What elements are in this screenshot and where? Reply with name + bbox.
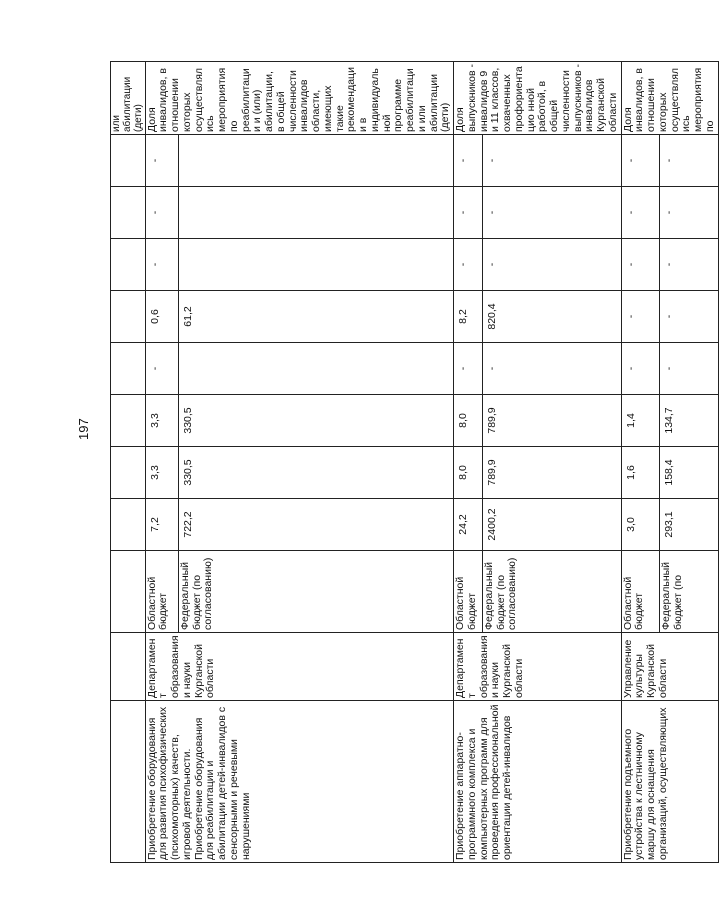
executor-cell: Департамент образования и науки Курганской области xyxy=(454,633,622,701)
program-table xyxy=(110,62,716,863)
year-cell: - xyxy=(454,343,483,395)
total-cell: 7,2 xyxy=(145,499,178,551)
measure-cell: Приобретение аппаратно-программного комплекса и компьютерных программ для проведения профессиональной ориентации детей-инвалидов xyxy=(454,701,622,863)
year-cell: - xyxy=(145,239,178,291)
year-cell: - xyxy=(145,343,178,395)
year-cell: 3,3 xyxy=(145,395,178,447)
year-cell: - xyxy=(660,135,718,187)
total-cell: 2400,2 xyxy=(482,499,621,551)
year-cell: 789,9 xyxy=(482,447,621,499)
total-cell: 722,2 xyxy=(178,499,453,551)
total-cell: 24,2 xyxy=(454,499,483,551)
year-cell: - xyxy=(660,291,718,343)
budget-source-cell: Областной бюджет xyxy=(621,551,660,633)
year-cell xyxy=(178,135,453,187)
year-cell: - xyxy=(660,187,718,239)
year-cell: 330,5 xyxy=(178,447,453,499)
year-cell: 330,5 xyxy=(178,395,453,447)
budget-source-cell: Областной бюджет xyxy=(145,551,178,633)
year-cell: - xyxy=(621,187,660,239)
year-cell: - xyxy=(454,187,483,239)
measure-cell: Приобретение подъемного устройства к лестничному маршу для оснащения организаций, осуществляющих xyxy=(621,701,718,863)
year-cell xyxy=(178,343,453,395)
year-cell: 61,2 xyxy=(178,291,453,343)
year-cell: 158,4 xyxy=(660,447,718,499)
total-cell: 293,1 xyxy=(660,499,718,551)
year-cell: 8,0 xyxy=(454,447,483,499)
year-cell: 8,2 xyxy=(454,291,483,343)
year-cell: 820,4 xyxy=(482,291,621,343)
table-row xyxy=(145,62,178,863)
year-cell: - xyxy=(621,291,660,343)
year-cell xyxy=(178,187,453,239)
year-cell: - xyxy=(621,239,660,291)
year-cell: 3,3 xyxy=(145,447,178,499)
page-number: 197 xyxy=(76,418,91,440)
executor-cell: Управление культуры Курганской области xyxy=(621,633,718,701)
year-cell: - xyxy=(621,343,660,395)
year-cell: 0,6 xyxy=(145,291,178,343)
year-cell: - xyxy=(482,239,621,291)
year-cell: 1,6 xyxy=(621,447,660,499)
indicator-cell: Доля инвалидов, в отношении которых осуществлялись мероприятия по реабилитации и (или) абилитации, в общей численности инвалидов области, имеющих такие рекомендации в индивидуальной программе реабилитации или абилитации (дети) xyxy=(145,62,454,135)
year-cell: 8,0 xyxy=(454,395,483,447)
budget-source-cell: Федеральный бюджет (по согласованию) xyxy=(482,551,621,633)
measure-cell: Приобретение оборудования для развития психофизических (психомоторных) качеств, игровой деятельности. Приобретение оборудования для реабилитации и абилитации детей-инвалидов с сенсорными и речевыми нарушениями xyxy=(145,701,454,863)
year-cell: - xyxy=(454,239,483,291)
year-cell xyxy=(178,239,453,291)
year-cell: - xyxy=(145,187,178,239)
budget-source-cell: Федеральный бюджет (по согласованию) xyxy=(178,551,453,633)
year-cell: 789,9 xyxy=(482,395,621,447)
year-cell: 1,4 xyxy=(621,395,660,447)
year-cell: - xyxy=(454,135,483,187)
indicator-cell: Доля инвалидов, в отношении которых осуществлялись мероприятия по xyxy=(621,62,718,135)
year-cell: - xyxy=(145,135,178,187)
year-cell: 134,7 xyxy=(660,395,718,447)
year-cell: - xyxy=(660,343,718,395)
year-cell: - xyxy=(482,187,621,239)
table-row xyxy=(111,62,146,863)
executor-cell: Департамент образования и науки Курганской области xyxy=(145,633,454,701)
table-row xyxy=(454,62,483,863)
table-row xyxy=(621,62,660,863)
indicator-cell: или абилитации (дети) xyxy=(111,62,146,135)
year-cell: - xyxy=(482,135,621,187)
budget-source-cell: Федеральный бюджет (по xyxy=(660,551,718,633)
year-cell: - xyxy=(660,239,718,291)
total-cell: 3,0 xyxy=(621,499,660,551)
year-cell: - xyxy=(482,343,621,395)
indicator-cell: Доля выпускников - инвалидов 9 и 11 классов, охваченных профориентацио нной работой, в общей численности выпускников - инвалидов Курганской области xyxy=(454,62,622,135)
budget-source-cell: Областной бюджет xyxy=(454,551,483,633)
year-cell: - xyxy=(621,135,660,187)
